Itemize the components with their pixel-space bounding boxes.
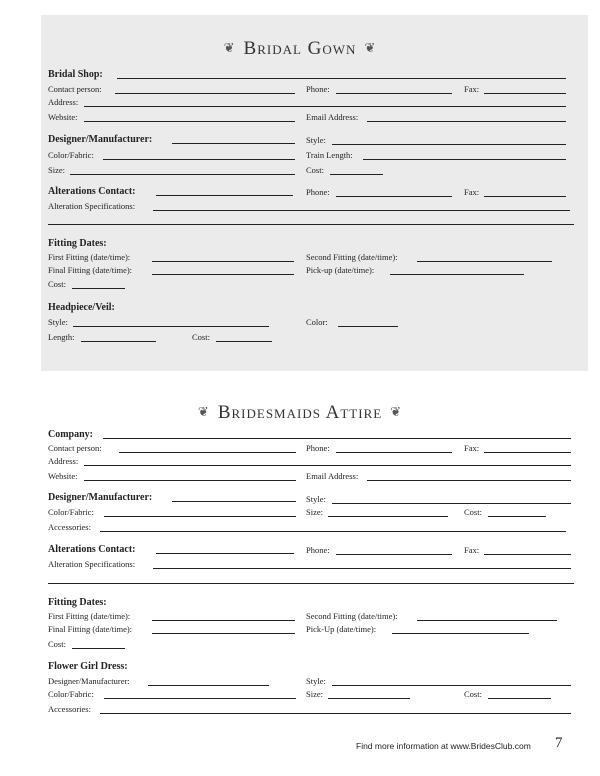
bm-fax-field[interactable] bbox=[484, 452, 571, 453]
footer-info: Find more information at www.BridesClub.com bbox=[356, 741, 531, 751]
fg-size-label: Size: bbox=[306, 689, 323, 699]
bm-second-fitting-field[interactable] bbox=[417, 620, 557, 621]
bm-accessories-field[interactable] bbox=[100, 531, 566, 532]
bm-cost-label: Cost: bbox=[464, 507, 482, 517]
bm-email-label: Email Address: bbox=[306, 471, 359, 481]
fg-designer-label: Designer/Manufacturer: bbox=[48, 676, 130, 686]
size-field[interactable] bbox=[70, 174, 295, 175]
bm-alteration-specs-label: Alteration Specifications: bbox=[48, 559, 136, 569]
fitting-cost-label: Cost: bbox=[48, 279, 66, 289]
bm-phone-label: Phone: bbox=[306, 443, 330, 453]
style-label: Style: bbox=[306, 135, 326, 145]
cost-field[interactable] bbox=[330, 174, 383, 175]
alt-phone-field[interactable] bbox=[336, 196, 452, 197]
bm-alt-phone-label: Phone: bbox=[306, 545, 330, 555]
bridal-gown-title: ❦ Bridal Gown ❦ bbox=[223, 38, 377, 59]
fax-field[interactable] bbox=[484, 93, 566, 94]
pickup-field[interactable] bbox=[390, 274, 524, 275]
fitting-dates-label: Fitting Dates: bbox=[48, 238, 107, 249]
address-field[interactable] bbox=[84, 106, 566, 107]
left-ornament-icon: ❦ bbox=[197, 404, 210, 419]
right-ornament-icon: ❦ bbox=[390, 404, 403, 419]
train-length-label: Train Length: bbox=[306, 150, 353, 160]
alteration-specs-field-2[interactable] bbox=[48, 224, 574, 225]
fg-style-label: Style: bbox=[306, 676, 326, 686]
alteration-specs-label: Alteration Specifications: bbox=[48, 201, 136, 211]
address-label: Address: bbox=[48, 97, 79, 107]
final-fitting-field[interactable] bbox=[152, 274, 294, 275]
bm-style-label: Style: bbox=[306, 494, 326, 504]
bm-alt-fax-field[interactable] bbox=[484, 554, 571, 555]
alterations-contact-label: Alterations Contact: bbox=[48, 186, 136, 197]
bm-email-field[interactable] bbox=[367, 480, 571, 481]
fg-designer-field[interactable] bbox=[148, 685, 269, 686]
page-number: 7 bbox=[555, 735, 563, 751]
bm-website-field[interactable] bbox=[84, 480, 296, 481]
email-field[interactable] bbox=[367, 121, 566, 122]
website-field[interactable] bbox=[84, 121, 295, 122]
bm-style-field[interactable] bbox=[332, 503, 571, 504]
bm-fitting-cost-field[interactable] bbox=[72, 648, 125, 649]
bridal-shop-field[interactable] bbox=[117, 78, 566, 79]
designer-field[interactable] bbox=[172, 143, 295, 144]
bm-designer-label: Designer/Manufacturer: bbox=[48, 492, 153, 503]
alt-phone-label: Phone: bbox=[306, 187, 330, 197]
bm-phone-field[interactable] bbox=[336, 452, 452, 453]
alt-fax-label: Fax: bbox=[464, 187, 480, 197]
bm-first-fitting-field[interactable] bbox=[152, 620, 295, 621]
company-label: Company: bbox=[48, 429, 94, 440]
second-fitting-label: Second Fitting (date/time): bbox=[306, 252, 398, 262]
bridesmaids-title: ❦ Bridesmaids Attire ❦ bbox=[197, 402, 403, 423]
bm-fitting-dates-label: Fitting Dates: bbox=[48, 597, 107, 608]
style-field[interactable] bbox=[332, 144, 566, 145]
alterations-contact-field[interactable] bbox=[156, 195, 293, 196]
bm-designer-field[interactable] bbox=[172, 501, 296, 502]
fg-color-label: Color/Fabric: bbox=[48, 689, 94, 699]
contact-person-label: Contact person: bbox=[48, 84, 102, 94]
bridal-shop-label: Bridal Shop: bbox=[48, 69, 103, 80]
train-length-field[interactable] bbox=[363, 159, 566, 160]
color-fabric-field[interactable] bbox=[103, 159, 295, 160]
bm-accessories-label: Accessories: bbox=[48, 522, 91, 532]
bm-alteration-specs-field[interactable] bbox=[153, 568, 571, 569]
headpiece-label: Headpiece/Veil: bbox=[48, 302, 115, 313]
website-label: Website: bbox=[48, 112, 78, 122]
fax-label: Fax: bbox=[464, 84, 480, 94]
bm-alteration-specs-field-2[interactable] bbox=[48, 583, 574, 584]
bm-size-field[interactable] bbox=[328, 516, 448, 517]
fg-style-field[interactable] bbox=[332, 685, 571, 686]
bm-second-fitting-label: Second Fitting (date/time): bbox=[306, 611, 398, 621]
headpiece-cost-field[interactable] bbox=[216, 341, 272, 342]
email-label: Email Address: bbox=[306, 112, 359, 122]
bm-color-fabric-label: Color/Fabric: bbox=[48, 507, 94, 517]
bm-final-fitting-label: Final Fitting (date/time): bbox=[48, 624, 133, 634]
first-fitting-field[interactable] bbox=[152, 261, 294, 262]
fg-cost-field[interactable] bbox=[488, 698, 551, 699]
phone-label: Phone: bbox=[306, 84, 330, 94]
fg-size-field[interactable] bbox=[328, 698, 410, 699]
alt-fax-field[interactable] bbox=[484, 196, 566, 197]
fg-accessories-label: Accessories: bbox=[48, 704, 91, 714]
company-field[interactable] bbox=[103, 438, 571, 439]
headpiece-color-label: Color: bbox=[306, 317, 328, 327]
designer-label: Designer/Manufacturer: bbox=[48, 134, 153, 145]
bm-address-label: Address: bbox=[48, 456, 79, 466]
bm-cost-field[interactable] bbox=[488, 516, 546, 517]
cost-label: Cost: bbox=[306, 165, 324, 175]
bm-website-label: Website: bbox=[48, 471, 78, 481]
bm-fitting-cost-label: Cost: bbox=[48, 639, 66, 649]
headpiece-cost-label: Cost: bbox=[192, 332, 210, 342]
headpiece-length-label: Length: bbox=[48, 332, 75, 342]
bm-final-fitting-field[interactable] bbox=[152, 633, 295, 634]
second-fitting-field[interactable] bbox=[417, 261, 552, 262]
bm-contact-field[interactable] bbox=[119, 452, 296, 453]
headpiece-style-label: Style: bbox=[48, 317, 68, 327]
bm-alt-phone-field[interactable] bbox=[336, 554, 452, 555]
fg-cost-label: Cost: bbox=[464, 689, 482, 699]
headpiece-color-field[interactable] bbox=[338, 326, 398, 327]
final-fitting-label: Final Fitting (date/time): bbox=[48, 265, 133, 275]
left-ornament-icon: ❦ bbox=[223, 40, 236, 55]
bm-fax-label: Fax: bbox=[464, 443, 480, 453]
fg-accessories-field[interactable] bbox=[100, 713, 571, 714]
bm-alt-fax-label: Fax: bbox=[464, 545, 480, 555]
fg-color-field[interactable] bbox=[104, 698, 296, 699]
bm-alterations-contact-label: Alterations Contact: bbox=[48, 544, 136, 555]
bm-alterations-contact-field[interactable] bbox=[156, 553, 294, 554]
first-fitting-label: First Fitting (date/time): bbox=[48, 252, 131, 262]
fitting-cost-field[interactable] bbox=[72, 288, 125, 289]
headpiece-length-field[interactable] bbox=[81, 341, 156, 342]
bm-size-label: Size: bbox=[306, 507, 323, 517]
size-label: Size: bbox=[48, 165, 65, 175]
phone-field[interactable] bbox=[336, 93, 452, 94]
bm-pickup-label: Pick-Up (date/time): bbox=[306, 624, 377, 634]
bm-address-field[interactable] bbox=[84, 465, 571, 466]
flower-girl-label: Flower Girl Dress: bbox=[48, 661, 128, 672]
pickup-label: Pick-up (date/time): bbox=[306, 265, 375, 275]
bm-contact-label: Contact person: bbox=[48, 443, 102, 453]
bm-first-fitting-label: First Fitting (date/time): bbox=[48, 611, 131, 621]
contact-person-field[interactable] bbox=[115, 93, 295, 94]
headpiece-style-field[interactable] bbox=[73, 326, 269, 327]
bm-pickup-field[interactable] bbox=[392, 633, 529, 634]
color-fabric-label: Color/Fabric: bbox=[48, 150, 94, 160]
alteration-specs-field[interactable] bbox=[153, 210, 570, 211]
right-ornament-icon: ❦ bbox=[364, 40, 377, 55]
bm-color-fabric-field[interactable] bbox=[104, 516, 296, 517]
